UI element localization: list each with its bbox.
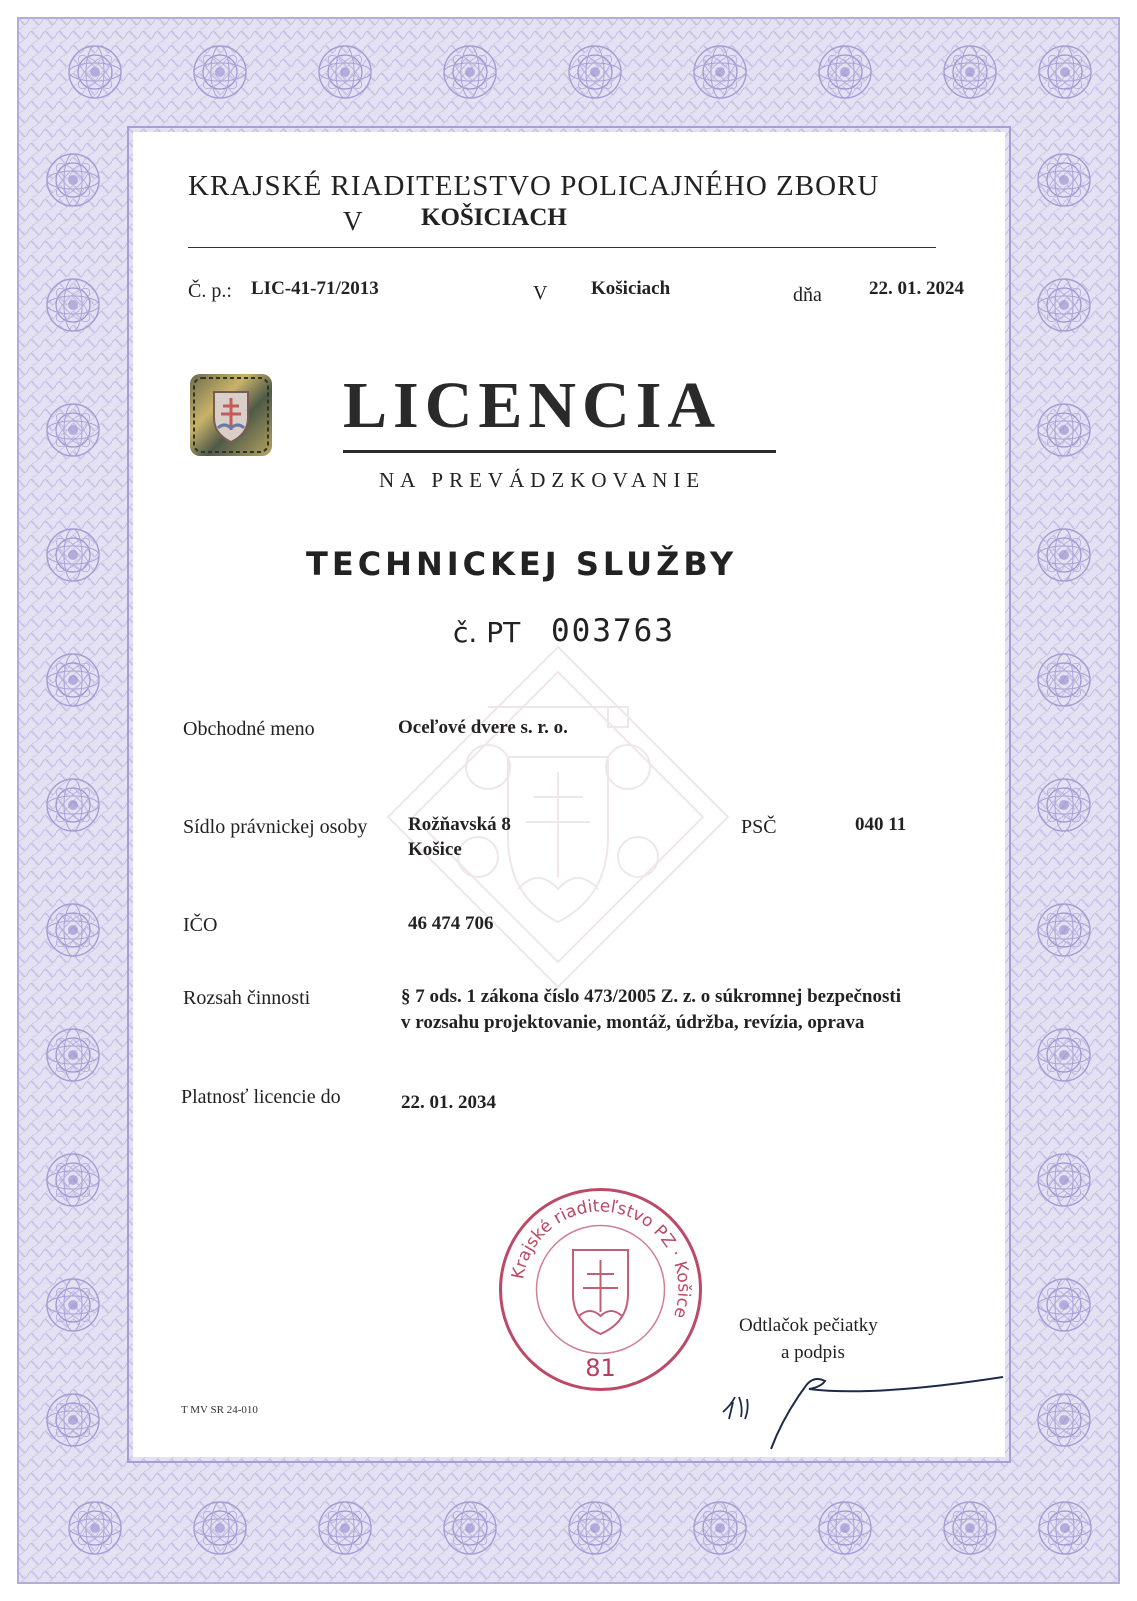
validity-value: 22. 01. 2034 xyxy=(401,1092,496,1113)
reference-place-preposition: V xyxy=(533,282,548,304)
ico-value: 46 474 706 xyxy=(408,913,494,934)
license-number-prefix: č. PT xyxy=(453,616,521,649)
reference-number-value: LIC-41-71/2013 xyxy=(251,278,379,299)
document-subtitle: NA PREVÁDZKOVANIE xyxy=(379,468,706,492)
authority-name: KRAJSKÉ RIADITEĽSTVO POLICAJNÉHO ZBORU xyxy=(188,170,880,202)
ico-label: IČO xyxy=(183,914,218,936)
document-body xyxy=(133,132,1005,1457)
reference-place-value: Košiciach xyxy=(591,278,671,299)
handwritten-signature xyxy=(713,1357,1005,1452)
reference-date-label: dňa xyxy=(793,284,822,306)
header-divider xyxy=(188,247,936,248)
title-underline xyxy=(343,450,776,453)
official-stamp xyxy=(493,1182,708,1397)
business-name-label: Obchodné meno xyxy=(183,718,315,740)
seat-label: Sídlo právnickej osoby xyxy=(183,816,368,838)
document-title: LICENCIA xyxy=(343,369,722,442)
business-name-value: Oceľové dvere s. r. o. xyxy=(398,717,568,738)
form-code: T MV SR 24-010 xyxy=(181,1404,258,1416)
authority-city: KOŠICIACH xyxy=(421,204,567,231)
license-number: 003763 xyxy=(551,613,675,649)
reference-date-value: 22. 01. 2024 xyxy=(869,278,964,299)
stamp-ring-text: Krajské riaditeľstvo PZ · Košice xyxy=(508,1196,694,1321)
signature-caption-line2: a podpis xyxy=(781,1342,845,1363)
stamp-coat-of-arms-icon xyxy=(573,1250,628,1334)
slovak-coat-of-arms-hologram-icon xyxy=(188,372,274,458)
scope-label: Rozsah činnosti xyxy=(183,987,311,1009)
seat-city: Košice xyxy=(408,839,462,860)
service-type: TECHNICKEJ SLUŽBY xyxy=(306,545,738,583)
reference-number-label: Č. p.: xyxy=(188,280,232,302)
scope-line-2: v rozsahu projektovanie, montáž, údržba, revízia, oprava xyxy=(401,1012,865,1033)
seat-street: Rožňavská 8 xyxy=(408,814,511,835)
postal-code-label: PSČ xyxy=(741,816,777,838)
stamp-number: 81 xyxy=(585,1354,616,1382)
postal-code-value: 040 11 xyxy=(855,814,907,835)
validity-label: Platnosť licencie do xyxy=(181,1086,341,1108)
authority-preposition: V xyxy=(343,206,363,236)
scope-line-1: § 7 ods. 1 zákona číslo 473/2005 Z. z. o súkromnej bezpečnosti xyxy=(401,986,902,1007)
signature-caption-line1: Odtlačok pečiatky xyxy=(739,1315,878,1336)
